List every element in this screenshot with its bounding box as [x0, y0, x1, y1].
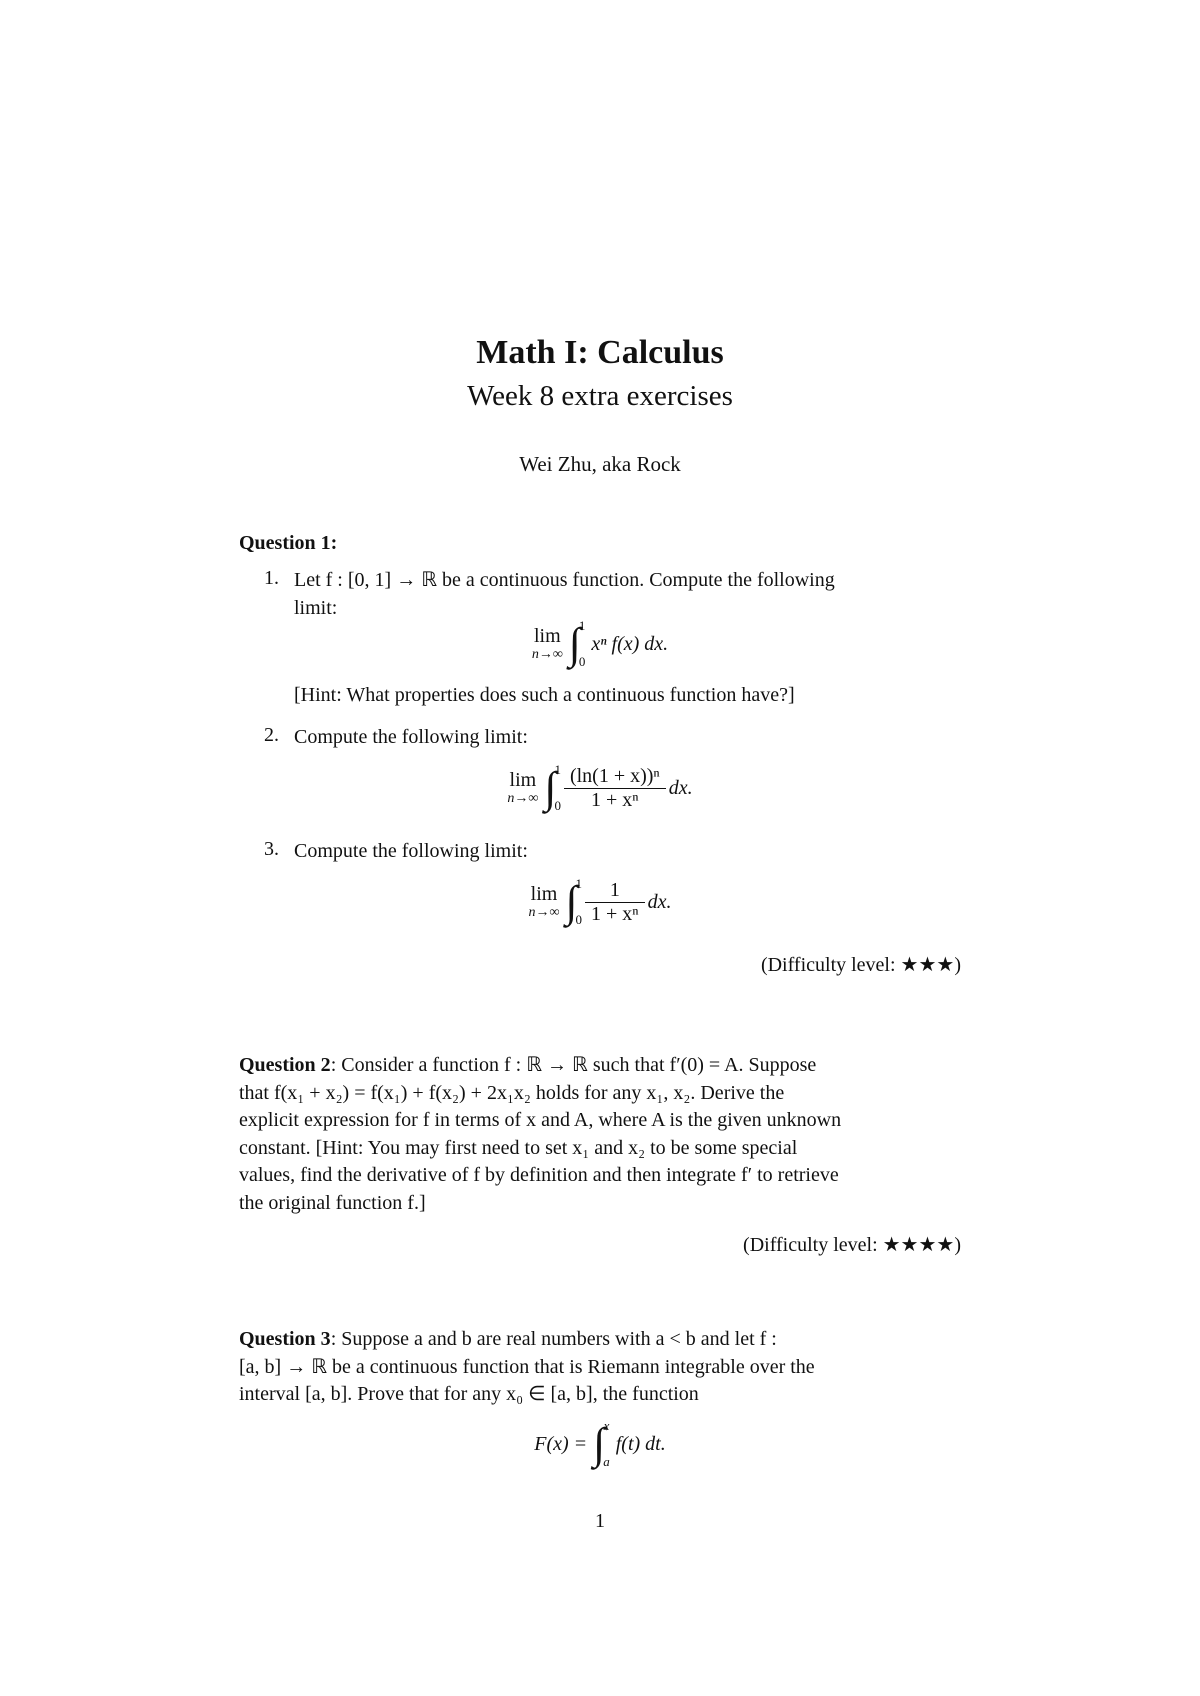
q3-heading: Question 3	[239, 1328, 331, 1350]
q1-item-1-line2: limit:	[294, 596, 338, 619]
eq2-lower: 0	[554, 798, 561, 813]
q1-item-1-line1: Let f : [0, 1] → ℝ be a continuous function. Compute the following	[294, 569, 835, 591]
q2-line-6: the original function f.]	[239, 1191, 426, 1214]
eq4-upper: x	[603, 1418, 610, 1433]
document-subtitle: Week 8 extra exercises	[467, 380, 733, 412]
q2-line-4: constant. [Hint: You may first need to set x₁ and x₂ to be some special	[239, 1136, 798, 1159]
page-number: 1	[595, 1510, 605, 1532]
eq2-integral	[544, 762, 561, 814]
q3-line-3: interval [a, b]. Prove that for any x₀ ∈ [a, b], the function	[239, 1383, 699, 1405]
eq2-denominator: 1 + xⁿ	[591, 788, 639, 811]
q1-item-3-number: 3.	[264, 838, 279, 860]
eq1-integrand: xⁿ f(x) dx.	[591, 632, 669, 655]
q3-line-2: [a, b] → ℝ be a continuous function that is Riemann integrable over the	[239, 1355, 815, 1378]
eq2-fraction	[567, 765, 663, 812]
q2-paragraph	[239, 1052, 961, 1217]
eq1-lim-word: lim	[533, 625, 561, 647]
eq1-integral	[569, 618, 586, 670]
integral-sign-icon: ∫	[593, 1419, 606, 1468]
q1-item-1-number: 1.	[264, 567, 279, 589]
equation-2	[0, 762, 1200, 814]
q2-line-5: values, find the derivative of f by definition and then integrate f′ to retrieve	[239, 1164, 839, 1186]
eq2-upper: 1	[554, 762, 561, 777]
eq2-lim-sub: n→∞	[507, 791, 539, 806]
eq4-integral	[593, 1418, 610, 1470]
eq3-lower: 0	[575, 912, 583, 927]
eq1-limit	[532, 626, 563, 662]
eq3-upper: 1	[575, 876, 583, 891]
eq3-lim-sub: n→∞	[528, 905, 560, 920]
equation-3	[0, 876, 1200, 928]
q1-difficulty: (Difficulty level: ★★★)	[760, 954, 961, 976]
equation-4	[0, 1418, 1200, 1470]
eq2-numerator: (ln(1 + x))ⁿ	[569, 764, 660, 787]
eq3-numerator: 1	[609, 878, 620, 901]
q2-line-1: : Consider a function f : ℝ → ℝ such that f′(0) = A. Suppose	[330, 1054, 817, 1076]
q2-heading: Question 2	[239, 1054, 331, 1076]
eq3-fraction	[588, 879, 642, 926]
eq4-lower: a	[603, 1454, 610, 1469]
eq2-limit	[507, 770, 538, 806]
q3-paragraph	[239, 1326, 961, 1409]
integral-sign-icon: ∫	[565, 877, 578, 926]
eq1-lower: 0	[578, 654, 586, 669]
document-author: Wei Zhu, aka Rock	[519, 452, 681, 476]
q1-item-1-text	[294, 567, 961, 622]
q1-item-2-number: 2.	[264, 724, 279, 746]
q2-line-2: that f(x₁ + x₂) = f(x₁) + f(x₂) + 2x₁x₂ holds for any x₁, x₂. Derive the	[239, 1081, 785, 1104]
q2-difficulty: (Difficulty level: ★★★★)	[743, 1234, 961, 1256]
eq3-tail: dx.	[647, 890, 672, 913]
eq3-denominator: 1 + xⁿ	[591, 902, 639, 925]
q1-heading: Question 1:	[239, 532, 338, 554]
eq3-lim-word: lim	[530, 883, 558, 905]
integral-sign-icon: ∫	[568, 619, 581, 668]
q1-item-3-text: Compute the following limit:	[294, 840, 528, 862]
integral-sign-icon: ∫	[544, 763, 557, 812]
eq3-integral	[565, 876, 582, 928]
eq4-lhs: F(x) =	[534, 1432, 588, 1455]
q1-item-1-hint: [Hint: What properties does such a continuous function have?]	[294, 684, 795, 706]
document-title: Math I: Calculus	[476, 334, 724, 371]
eq3-limit	[528, 884, 559, 920]
q3-line-1: : Suppose a and b are real numbers with a < b and let f :	[330, 1328, 777, 1350]
eq1-lim-sub: n→∞	[531, 647, 563, 662]
eq1-upper: 1	[578, 618, 586, 633]
q2-line-3: explicit expression for f in terms of x and A, where A is the given unknown	[239, 1109, 842, 1131]
eq2-lim-word: lim	[509, 769, 537, 791]
equation-1	[0, 618, 1200, 670]
q1-item-2-text: Compute the following limit:	[294, 726, 528, 748]
eq2-tail: dx.	[668, 776, 693, 799]
eq4-integrand: f(t) dt.	[615, 1432, 666, 1455]
